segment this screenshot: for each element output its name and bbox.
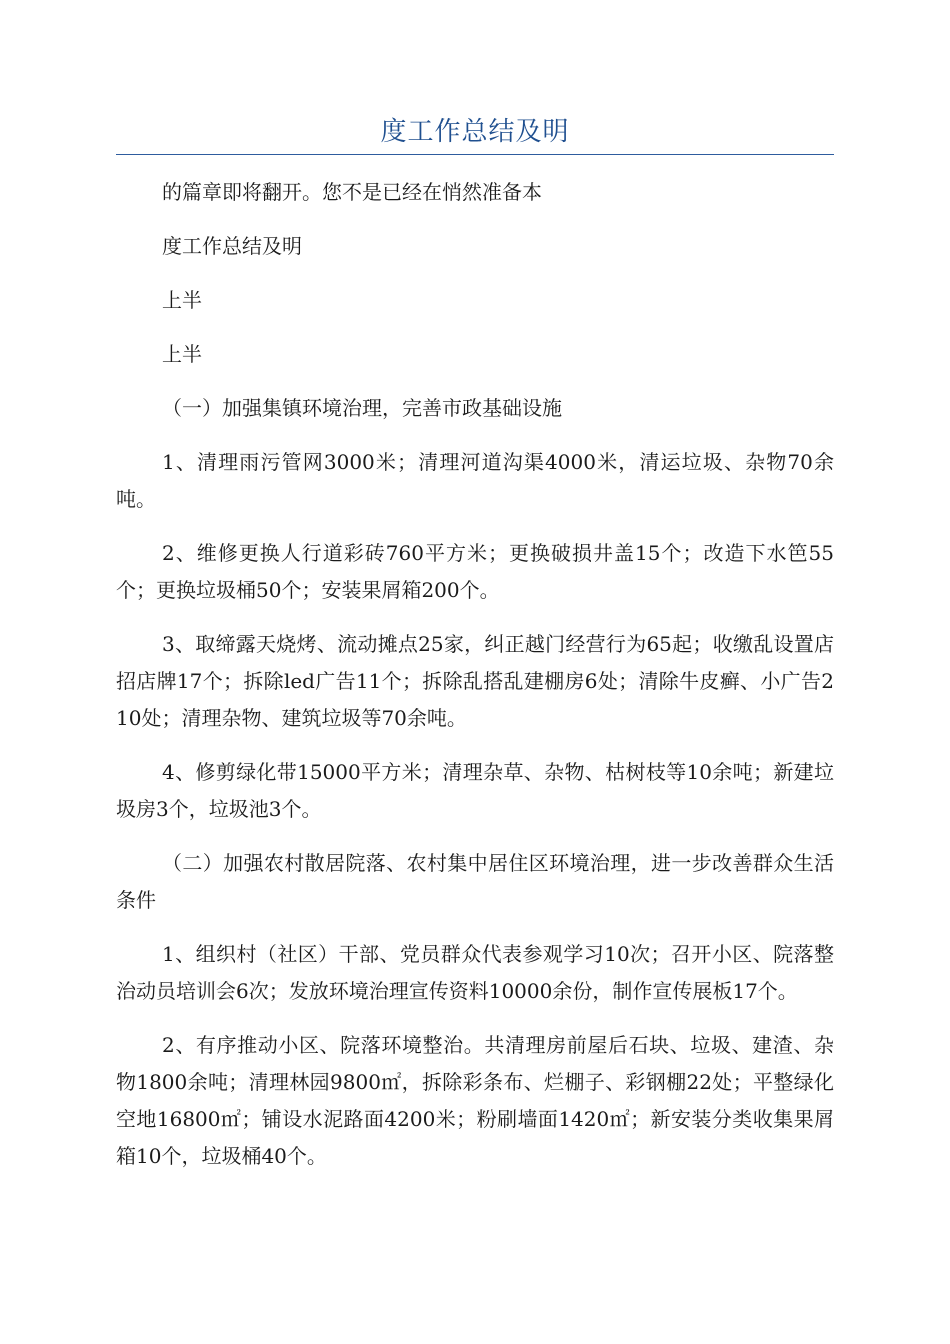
paragraph-subtitle: 度工作总结及明 [162,234,302,258]
section-heading-2: （二）加强农村散居院落、农村集中居住区环境治理，进一步改善群众生活条件 [116,851,834,912]
paragraph-half-2: 上半 [162,342,202,366]
paragraph-item-1-3: 3、取缔露天烧烤、流动摊点25家，纠正越门经营行为65起；收缴乱设置店招店牌17个；拆除led广告11个；拆除乱搭乱建棚房6处；清除牛皮癣、小广告210处；清理杂物、建筑垃圾等70余吨。 [116,632,834,730]
document-body [116,174,834,1192]
paragraph-item-1-2: 2、维修更换人行道彩砖760平方米；更换破损井盖15个；改造下水笆55个；更换垃圾桶50个；安装果屑箱200个。 [116,541,834,602]
title-underline [116,154,834,155]
paragraph-item-1-4: 4、修剪绿化带15000平方米；清理杂草、杂物、枯树枝等10余吨；新建垃圾房3个，垃圾池3个。 [116,760,834,821]
paragraph-intro: 的篇章即将翻开。您不是已经在悄然准备本 [162,180,542,204]
paragraph-item-2-2: 2、有序推动小区、院落环境整治。共清理房前屋后石块、垃圾、建渣、杂物1800余吨；清理林园9800㎡，拆除彩条布、烂棚子、彩钢棚22处；平整绿化空地16800㎡；铺设水泥路面4200米；粉刷墙面1420㎡；新安装分类收集果屑箱10个，垃圾桶40个。 [116,1033,834,1168]
paragraph-half-1: 上半 [162,288,202,312]
paragraph-item-1-1: 1、清理雨污管网3000米；清理河道沟渠4000米，清运垃圾、杂物70余吨。 [116,450,834,511]
document-title: 度工作总结及明 [380,117,570,147]
section-heading-1: （一）加强集镇环境治理，完善市政基础设施 [162,396,562,420]
paragraph-item-2-1: 1、组织村（社区）干部、党员群众代表参观学习10次；召开小区、院落整治动员培训会6次；发放环境治理宣传资料10000余份，制作宣传展板17个。 [116,942,834,1003]
